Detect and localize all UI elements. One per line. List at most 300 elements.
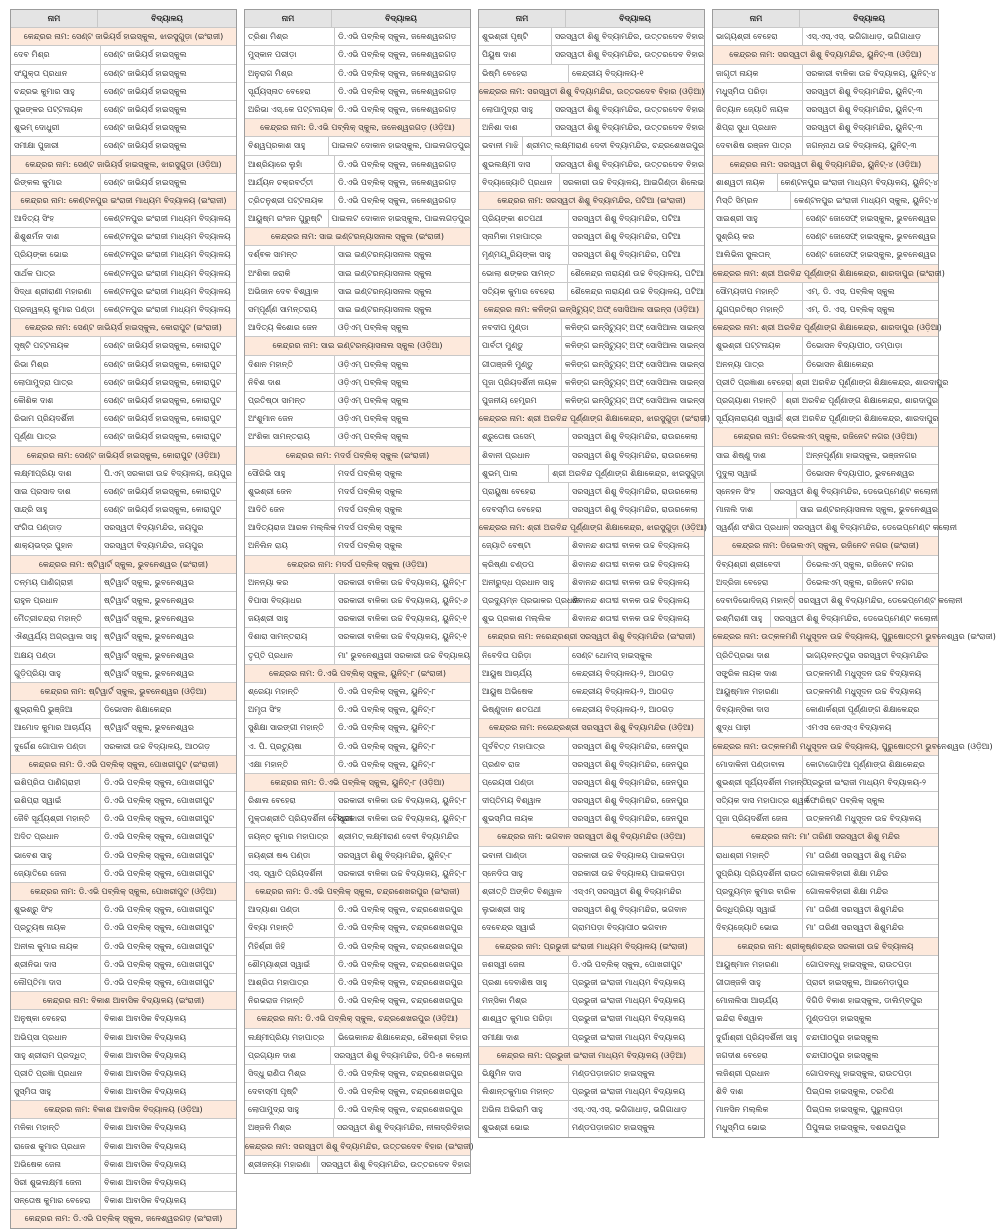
student-name: ଶିଶୁଶର୍ମନ ଦାଶ <box>11 228 101 245</box>
table-row <box>245 719 470 737</box>
table-row <box>245 246 470 264</box>
student-name: ନବଦୀପ ମୁଣ୍ଡା <box>479 319 562 336</box>
student-name: ଦିଶାରା ସାମନ୍ତରାୟ <box>245 628 335 645</box>
school-name: ବିକାଶ ଆବାସିକ ବିଦ୍ୟାଳୟ <box>104 1123 187 1133</box>
school-name: ଓଡ଼ିଏମ୍ ପବ୍ଲିକ୍ ସ୍କୁଲ <box>338 432 409 442</box>
school-name: ଷ୍ଟିୱାର୍ଟ ସ୍କୁଲ, ଭୁବନେଶ୍ୱର <box>104 614 194 624</box>
table-row <box>479 228 704 246</box>
table-row <box>11 501 236 519</box>
student-name: ସ୍ନେହନ ସିଂହ <box>713 483 771 500</box>
student-name: ଲୋପାମୁଦ୍ରା ପାତ୍ର <box>11 374 101 391</box>
student-name: ଭାଗ୍ୟଶ୍ରୀ ବେହେରା <box>713 28 803 45</box>
student-name: ଶୁଭଶ୍ରୀ ଜେନ <box>245 483 335 500</box>
student-name: ସ୍ନାମିକା ମହାପାତ୍ର <box>479 228 569 245</box>
student-name: ଜଶସ୍ୱୀ ଜେନା <box>479 956 569 973</box>
school-name: ଏମ୍. ଡି. ଏସ୍. ପବ୍ଲିକ୍ ସ୍କୁଲ <box>806 286 895 296</box>
table-row <box>713 465 938 483</box>
school-name: ଡି.ଏଭି ପବ୍ଲିକ୍ ସ୍କୁଲ, ଜଳେଶ୍ୱରଗଡ଼ <box>338 32 457 42</box>
school-name: ଡି.ଏଭି ପବ୍ଲିକ୍ ସ୍କୁଲ, ପୋଖରୀପୁଟ <box>104 796 215 806</box>
school-name: ପ୍ରଭୁଜୀ ଇଂରାଜୀ ମାଧ୍ୟମ ବିଦ୍ୟାଳୟ <box>572 1032 686 1042</box>
student-name: ଅଭିଷେକ ଜେନା <box>11 1156 101 1173</box>
table-row <box>713 610 938 628</box>
student-name: ମୁକ୍ତାଶ୍ରୀତି ପ୍ରିୟଦର୍ଶିନୀ ଚୌଧୁରୀ <box>245 810 335 827</box>
student-name: ସୁପ୍ରିୟା ପ୍ରିୟଦର୍ଶିନୀ ରାଉତ <box>713 865 803 882</box>
school-name: ମଣ୍ଡପଡ଼ାଜଗତ ହାଇସ୍କୁଲ <box>572 1068 655 1078</box>
center-heading <box>245 228 470 246</box>
center-heading-text: କେନ୍ଦ୍ରର ନାମ: ସେଣ୍ଟ ଜାଭିୟର୍ସ ହାଇସ୍କୁଲ, ଝାରସୁଗୁଡ଼ା (ଓଡ଼ିଆ) <box>25 159 222 169</box>
center-heading <box>713 46 938 64</box>
school-name: ଏସ୍.ଏସ୍.ଏସ୍. ଭଗିଗାଧାଡ଼, ଭଗିଗାଧାଡ଼ <box>806 32 921 42</box>
student-name: ମଧୁସ୍ମିତା ପରିଡ଼ା <box>713 83 803 100</box>
school-name: ଓଡ଼ିଏମ୍ ପବ୍ଲିକ୍ ସ୍କୁଲ <box>338 414 409 424</box>
school-name: ସରସ୍ୱତୀ ବିଦ୍ୟାମନ୍ଦିର, ଜୟପୁର <box>104 523 204 533</box>
table-row <box>479 465 704 483</box>
table-row <box>11 1174 236 1192</box>
student-name: ଆଶ୍ରିୟାରେ ଲୁହାଁ <box>245 156 335 173</box>
table-row <box>245 1047 470 1065</box>
center-heading <box>245 119 470 137</box>
table-row <box>245 610 470 628</box>
school-name: ସେଣ୍ଟ ଜାଭିୟର୍ସ ହାଇସ୍କୁଲ, କୋରାପୁଟ <box>104 486 222 496</box>
table-row <box>11 1065 236 1083</box>
student-name: ମିହିର୍ଶ୍ରୀ ଜିହି <box>245 938 335 955</box>
school-name: ଡି.ଏଭି ପବ୍ଲିକ୍ ସ୍କୁଲ, ୟୁନିଟ୍-୮ <box>338 759 436 769</box>
center-heading <box>245 337 470 355</box>
header-name: ନାମ <box>479 10 566 27</box>
school-name: ଡି.ଏଭି ପବ୍ଲିକ୍ ସ୍କୁଲ, ଚନ୍ଦ୍ରଶେଖରପୁର <box>338 1068 463 1078</box>
school-name: ଚନ୍ଦାପୀଠପୁର ହାଇସ୍କୁଲ <box>806 1050 879 1060</box>
table-row <box>479 210 704 228</box>
table-row <box>479 319 704 337</box>
student-name: କୌଶିକ ଦାଶ <box>11 392 101 409</box>
school-name: ପ୍ରଭୁଜୀ ଇଂରାଜୀ ମାଧ୍ୟମ ବିଦ୍ୟାଳୟ <box>572 996 686 1006</box>
table-row <box>245 919 470 937</box>
student-name: ବିପାସା ବିଦ୍ୟାଧର <box>245 592 335 609</box>
table-row <box>713 647 938 665</box>
student-name: ଶାଶ୍ୱତୀ ନାୟକ <box>713 174 778 191</box>
school-name: ମଦର୍ସ ପବ୍ଲିକ୍ ସ୍କୁଲ <box>338 486 403 496</box>
table-row <box>479 810 704 828</box>
table-row <box>11 847 236 865</box>
student-name: ଶ୍ରୀତ୍ତି ଅଙ୍କିତ ବିଶ୍ୱାଳ <box>479 883 569 900</box>
school-name: ସେଣ୍ଟ ଜାଭିୟର୍ସ ହାଇସ୍କୁଲ <box>104 50 187 60</box>
table-row <box>713 556 938 574</box>
center-heading-text: କେନ୍ଦ୍ରର ନାମ: ପ୍ରଭୁଜୀ ଇଂରାଜୀ ମାଧ୍ୟମ ବିଦ୍ୟାଳୟ (ଇଂରାଜୀ) <box>495 941 688 951</box>
table-row <box>245 738 470 756</box>
table-row <box>713 847 938 865</box>
table-row <box>245 592 470 610</box>
student-name: ତ୍ରିତନୁଶ୍ରୀ ପଟ୍ଟନାୟକ <box>245 192 335 209</box>
school-name: ଓଡ଼ିଏମ୍ ପବ୍ଲିକ୍ ସ୍କୁଲ <box>338 323 409 333</box>
student-name: ଦେବେନ୍ଦ୍ର ସ୍ୱାଇଁ <box>479 919 569 936</box>
student-name: ସନ୍ତୋଷ କୁମାର ବେହେରା <box>11 1192 101 1209</box>
school-name: ସରସ୍ୱତୀ ଶିଶୁ ବିଦ୍ୟାମନ୍ଦିର, ଡେଭେପ୍ମେଣ୍ଟ କଲୋନୀ <box>798 596 963 605</box>
table-row <box>11 956 236 974</box>
center-heading-text: କେନ୍ଦ୍ରର ନାମ: ଡି.ଏଭି ପବ୍ଲିକ୍ ସ୍କୁଲ, ୟୁନିଟ୍-୮ (ଓଡ଼ିଆ) <box>270 777 445 787</box>
school-name: ସରସ୍ୱତୀ ଶିଶୁ ବିଦ୍ୟାମନ୍ଦିର, ଉତ୍ତରଦେବ ବିହାର <box>320 1159 470 1169</box>
student-name: ପୂଜା ପ୍ରିୟଦର୍ଶିନୀ ଜେନା <box>713 810 803 827</box>
table-row <box>245 410 470 428</box>
school-name: ଶିବାନନ୍ଦ ଶତାବ୍ଦୀ ବାଳକ ଉଚ୍ଚ ବିଦ୍ୟାଳୟ <box>572 541 690 551</box>
school-name: କେଣ୍ଟନପୁର ଇଂରାଜୀ ମାଧ୍ୟମ ବିଦ୍ୟାଳୟ <box>104 214 231 224</box>
student-name: ଭାବେଶ ସାହୁ <box>11 847 101 864</box>
table-row <box>11 137 236 155</box>
student-name: ଦେବସ୍ମିତା ବେହେରା <box>479 501 569 518</box>
school-name: ଡି.ଏଭି ପବ୍ଲିକ୍ ସ୍କୁଲ, ଜଳେଶ୍ୱରଗଡ଼ <box>338 195 457 205</box>
school-name: ସରସ୍ୱତୀ ଶିଶୁ ବିଦ୍ୟାମନ୍ଦିର, ଉତ୍ତରଦେବ ବିହାର <box>554 32 704 42</box>
school-name: ସରସ୍ୱତୀ ଶିଶୁ ବିଦ୍ୟାମନ୍ଦିର, ପଟିଆ <box>572 232 681 242</box>
table-row <box>245 137 470 155</box>
school-name: ସରକାରୀ ବାଳିକା ଉଚ୍ଚ ବିଦ୍ୟାଳୟ, ୟୁନିଟ୍-୮ <box>338 577 467 587</box>
student-name: ମନ୍ସିକା ମିଶ୍ର <box>479 992 569 1009</box>
table-row <box>11 228 236 246</box>
table-row <box>245 938 470 956</box>
school-name: ସରସ୍ୱତୀ ଶିଶୁ ବିଦ୍ୟାମନ୍ଦିର, ଡେଭେପ୍ମେଣ୍ଟ କଲୋନୀ <box>773 614 938 624</box>
center-heading <box>245 556 470 574</box>
table-row <box>713 246 938 264</box>
center-heading-text: କେନ୍ଦ୍ରର ନାମ: ସରସ୍ୱତୀ ଶିଶୁ ବିଦ୍ୟାମନ୍ଦିର, ଉତ୍ତରଦେବ ବିହାର (ଇଂରାଜୀ) <box>245 1141 474 1151</box>
school-name: ଶ୍ରୀ ଅରବିନ୍ଦ ପୂର୍ଣ୍ଣାଙ୍ଗ ଶିକ୍ଷାକେନ୍ଦ୍ର, ଶାରଦାପୁର <box>786 414 939 424</box>
school-name: ଷ୍ଟିୱାର୍ଟ ସ୍କୁଲ, ଭୁବନେଶ୍ୱର <box>104 650 194 660</box>
student-name: ସାଇ ଶିଷ୍ଣୁ ଦାଶ <box>713 447 803 464</box>
student-name: ଆର୍ଯ୍ୟନ ଚକ୍ରବର୍ତ୍ତୀ <box>245 174 335 191</box>
school-name: ସରକାରୀ ବାଳିକା ଉଚ୍ଚ ବିଦ୍ୟାଳୟ, ୟୁନିଟ୍-୮ <box>338 814 467 824</box>
school-name: ସରକାରୀ ଉଚ୍ଚ ବିଦ୍ୟାଳୟ ପାଇକପଡ଼ା <box>572 850 685 860</box>
student-name: ଜଗଦୀଶ ବେହେରା <box>713 1047 803 1064</box>
center-heading-text: କେନ୍ଦ୍ରର ନାମ: ଉତ୍କଳମଣି ମଧୁସୂଦନ ଉଚ୍ଚ ବିଦ୍ୟାଳୟ, ପୁରୁଷୋତ୍ତମ ଭୁବନେଶ୍ୱର (ଇଂରାଜୀ) <box>713 632 996 642</box>
school-name: ଡି.ଏଭି ପବ୍ଲିକ୍ ସ୍କୁଲ, ୟୁନିଟ୍-୮ <box>338 686 436 696</box>
student-name: ଲୁଭାଶ୍ରୀ ସାହୁ <box>479 901 569 918</box>
student-name: ଶାକ୍ୟଭଦ୍ର ପୁହାନ <box>11 537 101 554</box>
school-name: ଷ୍ଟିୱାର୍ଟ ସ୍କୁଲ, ଭୁବନେଶ୍ୱର <box>104 632 194 642</box>
school-name: କୋଟାଗୋଡ଼ିଆ ପୂର୍ଣ୍ଣାଙ୍ଗ ଶିକ୍ଷାକେନ୍ଦ୍ର <box>806 759 925 769</box>
school-name: ଡି.ଏଭି ପବ୍ଲିକ୍ ସ୍କୁଲ, ପୋଖରୀପୁଟ <box>104 832 215 842</box>
column-4 <box>712 9 996 1138</box>
school-name: ଶ୍ରୀ ଅରବିନ୍ଦ ପୂର୍ଣ୍ଣାଙ୍ଗ ଶିକ୍ଷାକେନ୍ଦ୍ର, ଝାରସୁଗୁଡ଼ା <box>552 468 704 478</box>
center-heading <box>11 992 236 1010</box>
center-heading <box>11 883 236 901</box>
student-name: ଦେବ ମିଶ୍ର <box>11 46 101 63</box>
student-name: ସୌରିଭି ସାହୁ <box>245 465 335 482</box>
table-row <box>479 374 704 392</box>
student-name: ନିରଭରାଜ ମହାନ୍ତି <box>245 992 335 1009</box>
student-name: ଜିତ୍ୟାନ ଜ୍ୟୋତି ନାୟକ <box>713 101 803 118</box>
center-heading <box>479 1047 704 1065</box>
table-row <box>713 174 938 192</box>
student-name: ପୂଜା ପ୍ରିୟଦର୍ଶିନୀ ନାୟକ <box>479 374 562 391</box>
student-name: ସିରୀ ଶୁଭଲକ୍ଷ୍ମୀ ଜେନା <box>11 1174 101 1191</box>
school-name: ସରସ୍ୱତୀ ଶିଶୁ ବିଦ୍ୟାମନ୍ଦିର, ଜେନପୁର <box>572 796 689 806</box>
student-name: ଏକ୍ଷା ମହାନ୍ତି <box>245 756 335 773</box>
student-name: ଦେବାଶିଷ ରଞ୍ଜନ ପାତ୍ର <box>713 137 803 154</box>
table-row <box>479 174 704 192</box>
student-name: ଭିଦ୍ଧିପ୍ରିୟା ସ୍ୱାଇଁ <box>713 901 803 918</box>
table-row <box>245 1101 470 1119</box>
table-row <box>479 574 704 592</box>
center-heading <box>713 156 938 174</box>
table-row <box>11 301 236 319</box>
school-name: ବିକାଶ ଆବାସିକ ବିଦ୍ୟାଳୟ <box>104 1196 187 1206</box>
table-row <box>479 883 704 901</box>
center-heading <box>713 428 938 446</box>
school-name: ସେଣ୍ଟ ଜାଭିୟର୍ସ ହାଇସ୍କୁଲ <box>104 104 187 114</box>
school-name: ଏସ୍ଏମ୍ ସରସ୍ୱତୀ ଶିଶୁ ବିଦ୍ୟାମନ୍ଦିର <box>572 887 682 896</box>
table-row <box>11 210 236 228</box>
table-row <box>713 810 938 828</box>
table-row <box>713 1065 938 1083</box>
student-name: ପ୍ରଜ୍ୱଳ୍ୟ କୁମାର ପଣ୍ଡା <box>11 301 101 318</box>
table-row <box>245 65 470 83</box>
table-row <box>479 65 704 83</box>
student-name: ଭବାନୀ ମାଝି <box>479 137 523 154</box>
table-row <box>479 428 704 446</box>
center-heading <box>11 319 236 337</box>
center-heading <box>479 938 704 956</box>
center-heading-text: କେନ୍ଦ୍ରର ନାମ: ମଦର୍ସ ପବ୍ଲିକ୍ ସ୍କୁଲ (ଇଂରାଜୀ) <box>285 450 430 460</box>
table-row <box>245 701 470 719</box>
center-heading <box>713 319 942 337</box>
table-row <box>479 537 704 555</box>
center-heading <box>479 192 704 210</box>
school-name: ଉତ୍କଳମଣି ମଧୁସୂଦନ ଉଚ୍ଚ ବିଦ୍ୟାଳୟ <box>806 686 922 696</box>
school-name: ଅନ୍ନପୂର୍ଣ୍ଣା ହାଇସ୍କୁଲ, ଭଞ୍ଜନଗର <box>806 450 917 460</box>
table-row <box>713 65 938 83</box>
center-heading <box>713 828 938 846</box>
student-name: ସତ୍ୟିକ କୁମାର ବେହେରା <box>479 283 568 300</box>
table-row <box>11 610 236 628</box>
school-name: ସରସ୍ୱତୀ ଶିଶୁ ବିଦ୍ୟାମନ୍ଦିର, ୟୁନିଟ୍-୩ <box>806 123 923 133</box>
school-name: ଦିଗିଡି ବିକାଶ ହାଇସ୍କୁଲ, ଡାଲିମ୍ବପୁର <box>806 996 923 1006</box>
header-school: ବିଦ୍ୟାଳୟ <box>151 14 183 23</box>
student-name: ରିଭା ମିଶ୍ର <box>11 356 101 373</box>
student-name: ଶୁଭମ୍ ଦୋଧୁରୀ <box>11 119 101 136</box>
table-row <box>479 647 704 665</box>
student-name: ଅଂଶିକା ସାମନ୍ତରାୟ <box>245 428 335 445</box>
student-name: ପ୍ରୀତି ପ୍ରଜ୍ଞାଶା ବେହେରା <box>713 374 793 391</box>
header-name: ନାମ <box>245 10 332 27</box>
student-name: ମୋଦାକିନୀ ପଣ୍ଡାବାଳା <box>713 756 803 773</box>
student-name: ଶିବି ଦାଶ <box>713 1083 803 1100</box>
student-name: ସୃଷ୍ଟି ପଟ୍ଟନାୟକ <box>11 337 101 354</box>
student-name: ଅକ୍ଷୟ ପଣ୍ଡା <box>11 647 101 664</box>
student-name: ପ୍ରଣବ ରାଜ <box>479 756 569 773</box>
student-name: ଏସ୍. ସ୍ୱାତି ପ୍ରିୟଦର୍ଶିନୀ <box>245 865 335 882</box>
table-row <box>11 647 236 665</box>
center-heading-text: କେନ୍ଦ୍ରର ନାମ: ସେଣ୍ଟ ଜାଭିୟର୍ସ ହାଇସ୍କୁଲ, ଝାରସୁଗୁଡ଼ା (ଇଂରାଜୀ) <box>23 32 224 42</box>
table-row <box>713 974 938 992</box>
table-row <box>713 1029 938 1047</box>
school-name: ଗ୍ରାମପଡ଼ା ବିଦ୍ୟାପୀଠ ଭଗବାନ <box>572 923 667 933</box>
student-name: ଦେବାଦିଭୋଦିଜ୍ୟ ମହାନ୍ତି <box>713 592 795 609</box>
student-name: ଅଂଶୁମାନ ଜେନ <box>245 410 335 427</box>
student-name: ମାନସିନ ମଲ୍ଲିକ <box>713 1101 803 1118</box>
table-row <box>245 1119 470 1137</box>
school-name: ଡି.ଏଭି ପବ୍ଲିକ୍ ସ୍କୁଲ, ପୋଖରୀପୁଟ <box>104 905 215 915</box>
table-row <box>245 28 470 46</box>
table-row <box>479 246 704 264</box>
student-name: ଅନିଶା ଦାଶ <box>479 119 552 136</box>
school-name: ସାଇ ଇଣ୍ଟରନ୍ୟାସନାଲ ସ୍କୁଲ <box>338 268 432 278</box>
center-heading-text: କେନ୍ଦ୍ରର ନାମ: ଡି.ଏଭି ପବ୍ଲିକ୍ ସ୍କୁଲ, ୟୁନିଟ୍-୮ (ଇଂରାଜୀ) <box>268 668 447 678</box>
student-name: ଆୟୁଷ୍ମାନ ମହାରଣା <box>713 956 803 973</box>
student-name: ଦର୍ଶ୍ଵକ ସାମନ୍ତ <box>245 246 335 263</box>
school-name: ମଣ୍ଡପଡ଼ାଜଗତ ହାଇସ୍କୁଲ <box>572 1123 655 1133</box>
student-name: ଅଭିଜାନ ଦେବ ବିଶ୍ୱାଳ <box>245 283 335 300</box>
table-row <box>245 301 470 319</box>
student-name: ପ୍ରାୟୁଷା ବେହେରା <box>479 483 569 500</box>
school-name: ଡି.ଏଭି ପବ୍ଲିକ୍ ସ୍କୁଲ, ଜଳେଶ୍ୱରଗଡ଼ <box>338 104 457 114</box>
student-name: ସୂର୍ଯ୍ୟସ୍ନାତ ବେହେରା <box>245 83 335 100</box>
student-name: ଶୁଦ୍ଧ ପାଢ଼ୀ <box>713 719 803 736</box>
school-name: କଳିଙ୍ଗ ଇନ୍ସିଟ୍ୟୁଟ୍ ଅଫ୍ ସୋସିଆଲ ସାଇନ୍ସ <box>564 359 704 369</box>
table-row <box>713 410 938 428</box>
table-row <box>479 1119 704 1136</box>
school-name: ସରକାରୀ ଉଚ୍ଚ ବିଦ୍ୟାଳୟ, ଆଠଗଡ଼ <box>104 741 211 751</box>
header-school: ବିଦ୍ୟାଳୟ <box>853 14 885 23</box>
table-row <box>11 265 236 283</box>
student-name: ଜ୍ୟୋତି ବେଷ୍ଟା <box>479 537 569 554</box>
table-row <box>245 283 470 301</box>
table-row <box>713 337 938 355</box>
student-name: ଶାଶ୍ୱତ କୁମାର ପରିଡ଼ା <box>479 1010 569 1027</box>
school-name: ଚନ୍ଦାପୀଠପୁର ହାଇସ୍କୁଲ <box>806 1032 879 1042</box>
table-row <box>713 301 938 319</box>
table-row <box>11 1010 236 1028</box>
school-name: ଏମଏସ ଜେଏସ୍ଏ ବିଦ୍ୟାଳୟ <box>806 723 892 733</box>
center-heading <box>245 1010 470 1028</box>
table-row <box>11 828 236 846</box>
table-row <box>11 537 236 555</box>
table-row <box>245 810 470 828</box>
student-name: ଆଦିତ୍ୟ କିଶୋର ଜେନ <box>245 319 335 336</box>
school-name: ବିକାଶ ଆବାସିକ ବିଦ୍ୟାଳୟ <box>104 1068 187 1078</box>
school-name: କେଣ୍ଟନପୁର ଇଂରାଜୀ ମାଧ୍ୟମ ବିଦ୍ୟାଳୟ <box>104 232 231 242</box>
table-row <box>479 738 704 756</box>
table-row <box>479 483 704 501</box>
student-name: ମାନାଲି ଦାଶ <box>713 501 797 518</box>
table-row <box>713 1119 938 1136</box>
center-heading-text: କେନ୍ଦ୍ରର ନାମ: ସରସ୍ୱତୀ ଶିଶୁ ବିଦ୍ୟାମନ୍ଦିର, ୟୁନିଟ୍-୩ (ଓଡ଼ିଆ) <box>729 50 922 60</box>
school-name: ସେଣ୍ଟ ଜାଭିୟର୍ସ ହାଇସ୍କୁଲ, କୋରାପୁଟ <box>104 359 222 369</box>
table-row <box>245 174 470 192</box>
student-name: ସୁସ୍ମିତା ସାହୁ <box>11 1083 101 1100</box>
school-name: ପି.ଏମ୍ ସରକାରୀ ଉଚ୍ଚ ବିଦ୍ୟାଳୟ, ଜୟପୁର <box>104 468 232 478</box>
center-heading <box>245 883 470 901</box>
student-name: ଏ. ପି. ପ୍ରତ୍ୟୁଷା <box>245 738 335 755</box>
school-name: ଡି.ଏଭି ପବ୍ଲିକ୍ ସ୍କୁଲ, ପୋଖରୀପୁଟ <box>104 850 215 860</box>
school-name: ସରସ୍ୱତୀ ଶିଶୁ ବିଦ୍ୟାମନ୍ଦିର, ପଟିଆ <box>572 250 681 260</box>
school-name: ପାଇଲଟ ଦୋକାନ ହାଇସ୍କୁଲ, ପାଇଲଗଡ଼ପୁର <box>331 141 470 151</box>
table-row <box>245 974 470 992</box>
student-name: ମିସ୍ତି ସିମ୍ରନ <box>713 192 791 209</box>
student-name: ପିୟୁଷ ଦାଶ <box>479 46 552 63</box>
table-row <box>11 374 236 392</box>
student-name: ସାର୍ଥକ ପାତ୍ର <box>11 265 101 282</box>
table-row <box>245 319 470 337</box>
center-heading-text: କେନ୍ଦ୍ରର ନାମ: ଶ୍ରୀ ଅରବିନ୍ଦ ପୂର୍ଣ୍ଣାଙ୍ଗ ଶିକ୍ଷାକେନ୍ଦ୍ର, ଶାରଦାପୁର (ଇଂରାଜୀ) <box>713 268 945 278</box>
table-row <box>713 665 938 683</box>
table-row <box>713 119 938 137</box>
table-row <box>11 356 236 374</box>
student-name: ଶ୍ରୀନିଭା ଦାସ <box>11 956 101 973</box>
school-name: ସରସ୍ୱତୀ ଶିଶୁ ବିଦ୍ୟାମନ୍ଦିର, ରାଉରକେଲା <box>572 432 698 442</box>
table-row <box>479 992 704 1010</box>
table-row <box>11 592 236 610</box>
school-name: ସାଇ ଇଣ୍ଟରନ୍ୟାସନାଲ ସ୍କୁଲ <box>338 286 432 296</box>
school-name: ସରସ୍ୱତୀ ଶିଶୁ ବିଦ୍ୟାମନ୍ଦିର, ୟୁନିଟ୍-୩ <box>806 104 923 114</box>
school-name: ଡି.ଏଭି ପବ୍ଲିକ୍ ସ୍କୁଲ, ପୋଖରୀପୁଟ <box>572 959 683 969</box>
school-name: କୋଣାର୍କଶ୍ରୀ ପୂର୍ଣ୍ଣାଙ୍ଗ ଶିକ୍ଷାକେନ୍ଦ୍ର <box>806 705 920 715</box>
table-row <box>479 592 704 610</box>
school-name: ଶିବାନନ୍ଦ ଶତାବ୍ଦୀ ବାଳକ ଉଚ୍ଚ ବିଦ୍ୟାଳୟ <box>572 596 690 605</box>
table-row <box>479 901 704 919</box>
table-row <box>11 792 236 810</box>
school-name: କେନ୍ଦ୍ରୀୟ ବିଦ୍ୟାଳୟ-୨, ଆଠଗଡ଼ <box>572 668 674 678</box>
center-heading-text: କେନ୍ଦ୍ରର ନାମ: ଭଗବାନ ସରସ୍ୱତୀ ଶିଶୁ ବିଦ୍ୟାମନ୍ଦିର (ଓଡ଼ିଆ) <box>497 832 686 842</box>
center-heading-text: କେନ୍ଦ୍ରର ନାମ: ସାଇ ଇଣ୍ଟରନ୍ୟାସନାଲ ସ୍କୁଲ (ଇଂରାଜୀ) <box>270 232 445 242</box>
school-name: ଷ୍ଟିୱାର୍ଟ ସ୍କୁଲ, ଭୁବନେଶ୍ୱର <box>104 577 194 587</box>
center-heading <box>11 447 236 465</box>
table-header <box>245 10 470 28</box>
school-name: ଡିଭୋସନ ବିଦ୍ୟାପୀଠ, ଭୁବନେଶ୍ୱର <box>806 468 915 478</box>
center-heading <box>713 537 938 555</box>
table-row <box>11 428 236 446</box>
student-name: ସଂଯୁକ୍ତା ପ୍ରଧାନ <box>11 65 101 82</box>
student-name: ରିଙ୍କଲ କୁମାର <box>11 174 101 191</box>
table-row <box>713 756 938 774</box>
student-name: ଦିବ୍ୟା ମହାନ୍ତି <box>245 919 335 936</box>
table-row <box>479 392 704 410</box>
student-name: ଦିବ୍ୟଜ୍ୟୋତି ଭୋଇ <box>713 919 803 936</box>
table-row <box>479 156 704 174</box>
school-name: ମା' ଭୁବନେଶ୍ୱରୀ ସରକାରୀ ଉଚ୍ଚ ବିଦ୍ୟାଳୟ <box>337 650 470 660</box>
school-name: ଶିବାନନ୍ଦ ଶତାବ୍ଦୀ ବାଳକ ଉଚ୍ଚ ବିଦ୍ୟାଳୟ <box>572 614 690 624</box>
column-1 <box>10 9 237 1229</box>
school-name: ଡି.ଏଭି ପବ୍ଲିକ୍ ସ୍କୁଲ, ଜଳେଶ୍ୱରଗଡ଼ <box>338 177 457 187</box>
table-row <box>713 774 938 792</box>
center-heading <box>713 628 996 646</box>
student-name: ରାହୁଳ ପ୍ରଧାନ <box>11 592 101 609</box>
table-row <box>11 1029 236 1047</box>
center-heading <box>245 665 470 683</box>
student-name: ଲୋପାମୁଦ୍ରା ସାହୁ <box>479 101 552 118</box>
student-name: ଦିବ୍ୟଶ୍ରୀ ଶ୍ରୀବେଦୀ <box>713 556 803 573</box>
school-name: କେଣ୍ଟନପୁର ଇଂରାଜୀ ମାଧ୍ୟମ ବିଦ୍ୟାଳୟ <box>104 268 231 278</box>
table-row <box>713 956 938 974</box>
center-heading <box>245 447 470 465</box>
table-row <box>245 501 470 519</box>
center-heading-text: କେନ୍ଦ୍ରର ନାମ: ଷ୍ଟିୱାର୍ଟ ସ୍କୁଲ, ଭୁବନେଶ୍ୱର (ଓଡ଼ିଆ) <box>40 686 207 696</box>
table-row <box>11 1156 236 1174</box>
student-name: ଆୟୁଷ ଅଭିଷେକ <box>479 683 569 700</box>
center-heading-text: କେନ୍ଦ୍ରର ନାମ: ସାଇ ଇଣ୍ଟରନ୍ୟାସନାଲ ସ୍କୁଲ (ଓଡ଼ିଆ) <box>272 341 443 351</box>
student-name: ଅନନ୍ୟା ପାତ୍ର <box>713 356 803 373</box>
school-name: ସରକାରୀ ବାଳିକା ଉଚ୍ଚ ବିଦ୍ୟାଳୟ, ୟୁନିଟ୍-୪ <box>806 68 936 78</box>
center-heading <box>479 628 704 646</box>
student-name: ପ୍ରେୟସୀ ପଣ୍ଡା <box>479 774 569 791</box>
table-row <box>713 137 938 155</box>
school-name: କେଣ୍ଟନପୁର ଇଂରାଜୀ ମାଧ୍ୟମ ସ୍କୁଲ, ୟୁନିଟ୍-୪ <box>794 195 938 205</box>
table-row <box>245 101 470 119</box>
student-name: ମୁସ୍କାନ ପରୀଡ଼ା <box>245 46 335 63</box>
student-name: ଜାଗୃତୀ ନାୟକ <box>713 65 803 82</box>
student-name: ଆୟୁଷ୍ମାନ ମହାରଣା <box>713 683 803 700</box>
school-name: ସରସ୍ୱତୀ ଶିଶୁ ବିଦ୍ୟାମନ୍ଦିର, ଉତ୍ତରଦେବ ବିହାର <box>554 50 704 60</box>
school-name: ସେଣ୍ଟ ଜାଭିୟର୍ସ ହାଇସ୍କୁଲ, କୋରାପୁଟ <box>104 395 222 405</box>
school-name: ସରସ୍ୱତୀ ଶିଶୁ ବିଦ୍ୟାମନ୍ଦିର, ନୀଳାଦ୍ରିବିହାର <box>336 1123 470 1133</box>
student-name: ଦୁର୍ଗାଶ୍ରୀ ପ୍ରିୟଦର୍ଶିନୀ ସାହୁ <box>713 1029 803 1046</box>
school-name: ଡି.ଏଭି ପବ୍ଲିକ୍ ସ୍କୁଲ, ଚନ୍ଦ୍ରଶେଖରପୁର <box>338 1087 463 1097</box>
